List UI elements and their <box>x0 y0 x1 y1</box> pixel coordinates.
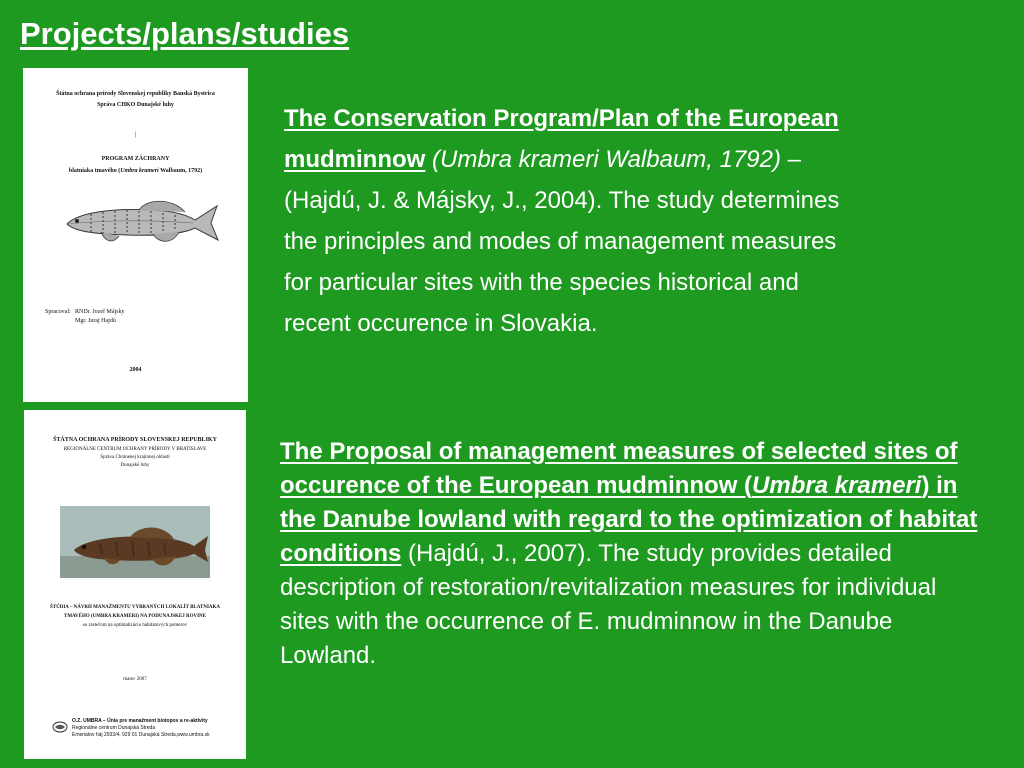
umbra-logo-block <box>52 718 237 748</box>
cover2-administration: Správa Chránenej krajinnej oblasti <box>100 455 170 460</box>
cover2-institution: ŠTÁTNA OCHRANA PRÍRODY SLOVENSKEJ REPUBLIKY <box>53 437 217 443</box>
cover1-program: PROGRAM ZÁCHRANY <box>101 156 170 162</box>
cover-image-program <box>23 68 248 402</box>
program-text-line6: recent occurence in Slovakia. <box>284 310 598 337</box>
cover2-date: marec 2007 <box>123 677 147 682</box>
proposal-title-part2: ) in the Danube lowland with regard to the optimization of habitat conditions <box>280 472 978 567</box>
fish-photo-icon <box>60 506 210 578</box>
program-title-line1: The Conservation Program/Plan of the European <box>284 105 839 132</box>
proposal-description <box>280 435 992 673</box>
program-species-name: (Umbra krameri Walbaum, 1792) <box>432 146 781 173</box>
cover1-year: 2004 <box>129 367 142 373</box>
proposal-title-part1: The Proposal of management measures of selected sites of occurence of the European mudminnow ( <box>280 438 958 499</box>
cover1-credits-name1: RNDr. Jozef Májsky <box>75 309 125 315</box>
cover2-regional-center: REGIONÁLNE CENTRUM OCHRANY PRÍRODY V BRATISLAVE <box>63 447 207 452</box>
cover1-species: blatniaka tmavého (Umbra krameri Walbaum, 1792) <box>68 168 203 174</box>
slide-title: Projects/plans/studies <box>20 16 350 51</box>
cover1-administration: Správa CHKO Dunajské luhy <box>97 102 174 108</box>
program-dash: – <box>781 146 802 173</box>
program-title-line2: mudminnow <box>284 146 426 173</box>
program-text-line4: the principles and modes of management measures <box>284 228 837 255</box>
program-text-line5: for particular sites with the species historical and <box>284 269 799 296</box>
cover2-study-title-1: ŠTÚDIA – NÁVRH MANAŽMENTU VYBRANÝCH LOKALÍT BLATNIAKA <box>49 605 221 610</box>
cover2-org-address: Emeriatov háj 2933/4, 929 01 Dunajská Streda,www.umbra.sk <box>72 732 210 738</box>
proposal-species-name: Umbra krameri <box>752 472 922 499</box>
cover1-marker: | <box>134 132 137 138</box>
cover2-study-subtitle: so zreteľom na optimalizáciu habitatových pomerov <box>82 623 188 628</box>
umbra-logo-icon <box>52 720 68 734</box>
proposal-body: (Hajdú, J., 2007). The study provides detailed description of restoration/revitalization measures for individual sites with the occurrence of E. mudminnow in the Danube Lowland. <box>280 540 937 669</box>
cover2-area: Dunajské luhy <box>120 463 150 468</box>
program-text-line3: (Hajdú, J. & Májsky, J., 2004). The study determines <box>284 187 840 214</box>
program-description <box>284 98 964 344</box>
cover2-org-center: Regionálne centrum Dunajská Streda <box>72 725 156 731</box>
cover-image-study <box>24 410 246 759</box>
cover2-org-name: O.Z. UMBRA – Únia pre manažment biotopov a re-aktivity <box>72 718 208 724</box>
cover1-credits-name2: Mgr. Juraj Hajdú <box>75 318 116 324</box>
cover1-institution: Štátna ochrana prírody Slovenskej republiky Banská Bystrica <box>56 91 215 97</box>
bullet-marker: • <box>238 438 247 465</box>
fish-drawing-icon <box>61 190 221 252</box>
cover1-credits-label: Spracoval: <box>45 309 71 315</box>
cover2-study-title-2: TMAVÉHO (UMBRA KRAMERI) NA PODUNAJSKEJ ROVINE <box>64 614 206 619</box>
